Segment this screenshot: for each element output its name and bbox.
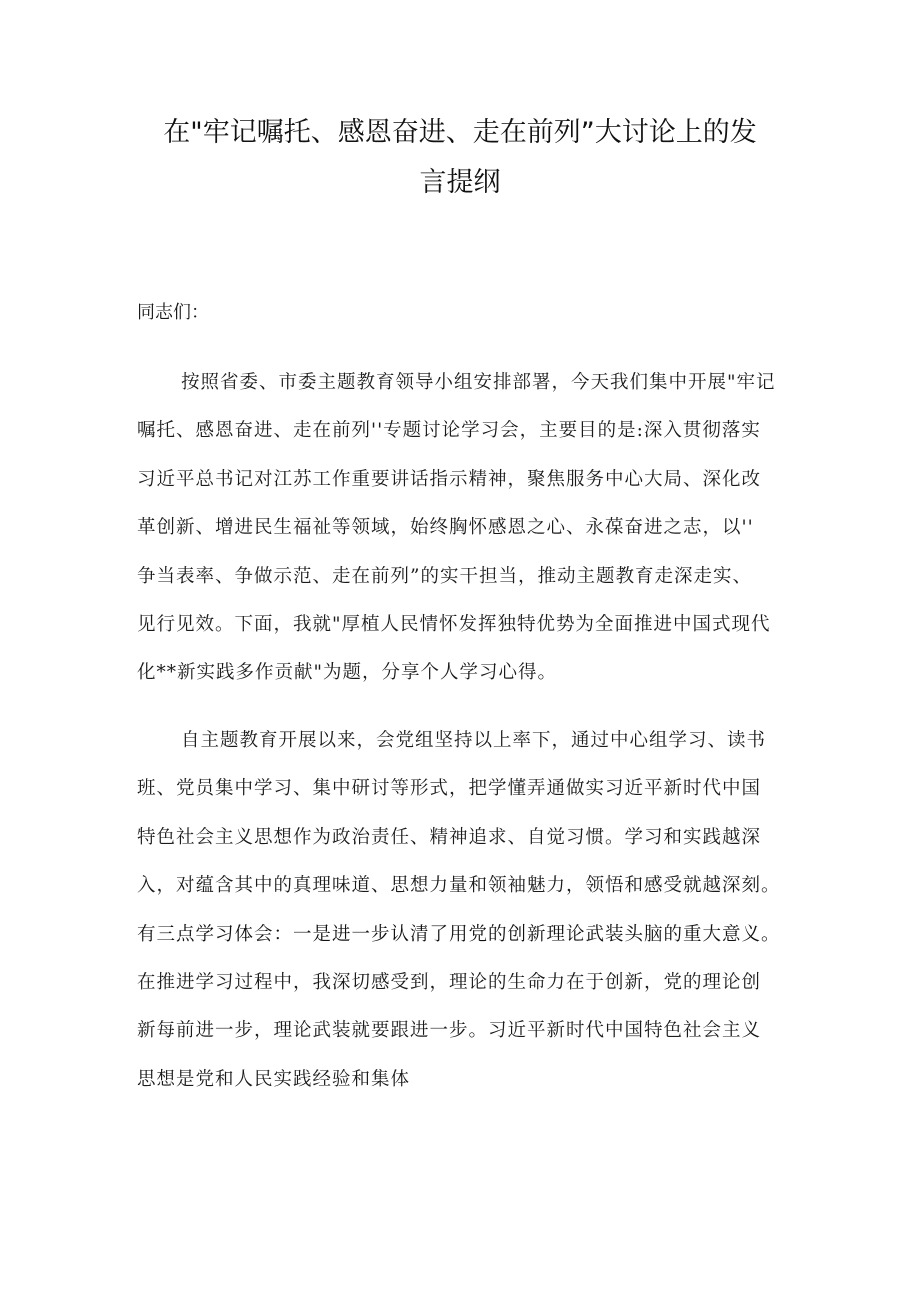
paragraph-1 (137, 359, 797, 698)
document-title (140, 108, 780, 208)
paragraph-line: 自主题教育开展以来，会党组坚持以上率下，通过中心组学习、读书 (181, 730, 767, 751)
paragraph-line: 化**新实践多作贡献"为题，分享个人学习心得。 (137, 662, 558, 684)
paragraph-line: 革创新、增进民生福祉等领域，始终胸怀感恩之心、永葆奋进之志，以'' (137, 517, 754, 539)
title-line-2: 言提纲 (419, 167, 501, 198)
paragraph-line: 在推进学习过程中，我深切感受到，理论的生命力在于创新，党的理论创 (137, 971, 762, 993)
paragraph-line: 班、党员集中学习、集中研讨等形式，把学懂弄通做实习近平新时代中国 (137, 778, 762, 800)
paragraph-line: 思想是党和人民实践经验和集体 (137, 1068, 411, 1090)
paragraph-line: 按照省委、市委主题教育领导小组安排部署，今天我们集中开展"牢记 (181, 372, 776, 393)
paragraph-line: 习近平总书记对江苏工作重要讲话指示精神，聚焦服务中心大局、深化改 (137, 468, 762, 490)
paragraph-line: 特色社会主义思想作为政治责任、精神追求、自觉习惯。学习和实践越深 (137, 826, 762, 848)
paragraph-2 (137, 717, 797, 1104)
paragraph-line: 入，对蕴含其中的真理味道、思想力量和领袖魅力，领悟和感受就越深刻。 (137, 875, 781, 897)
paragraph-line: 见行见效。下面，我就"厚植人民情怀发挥独特优势为全面推进中国式现代 (137, 613, 771, 635)
paragraph-line: 新每前进一步，理论武装就要跟进一步。习近平新时代中国特色社会主义 (137, 1020, 762, 1042)
title-line-1: 在"牢记嘱托、感恩奋进、走在前列”大讨论上的发 (163, 117, 757, 148)
paragraph-line: 嘱托、感恩奋进、走在前列''专题讨论学习会，主要目的是:深入贯彻落实 (137, 420, 761, 442)
paragraph-line: 争当表率、争做示范、走在前列”的实干担当，推动主题教育走深走实、 (137, 565, 752, 587)
paragraph-line: 有三点学习体会：一是进一步认清了用党的创新理论武装头脑的重大意义。 (137, 923, 781, 945)
salutation: 同志们： (137, 302, 209, 323)
